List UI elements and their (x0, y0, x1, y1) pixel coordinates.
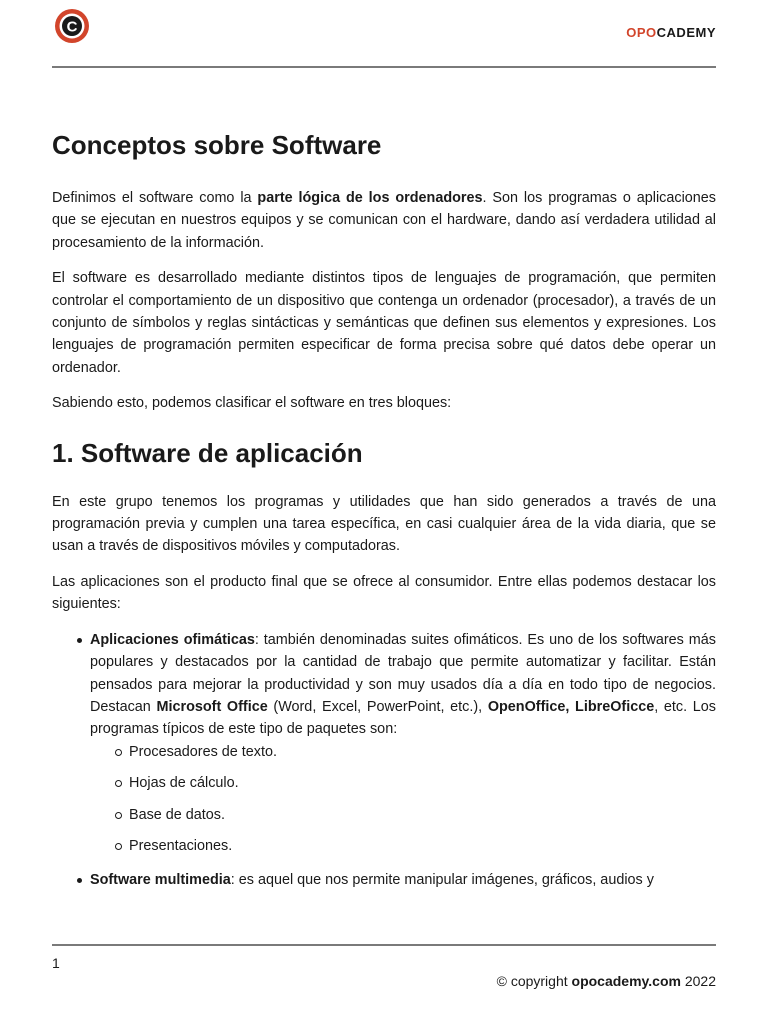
section-paragraph-2: Las aplicaciones son el producto final que se ofrece al consumidor. Entre ellas podemos destacar los siguientes: (52, 573, 716, 613)
list-item: Aplicaciones ofimáticas: también denominadas suites ofimáticos. Es uno de los softwares más populares y destacados por la cantidad de trabajo que permite automatizar y facilitar. Están pensados para mejorar la productividad y son muy usados día a día en todo tipo de negocios. Destacan Microsoft Office (Word, Excel, PowerPoint, etc.), OpenOffice, LibreOficce, etc. Los programas típicos de este tipo de paquetes son: Procesadores de texto. Hojas de cálculo. Base de datos. Presentaciones. (52, 629, 716, 858)
sub-list-item: Presentaciones. (90, 835, 716, 857)
application-types-list (52, 629, 716, 892)
bullet-term: Software multimedia (90, 872, 231, 889)
opocademy-logo-icon (54, 8, 90, 44)
page-number: 1 (52, 955, 60, 971)
section-paragraph-1: En este grupo tenemos los programas y utilidades que han sido generados a través de una programación previa y cumplen una tarea específica, en casi cualquier área de la vida diaria, que se usan a través de dispositivos móviles y computadoras. (52, 493, 716, 555)
circle-bullet-icon (115, 780, 122, 787)
copyright-footer: © copyright opocademy.com 2022 (496, 973, 716, 989)
footer-site[interactable]: opocademy.com (571, 973, 681, 989)
bold-term: parte lógica de los ordenadores (257, 190, 483, 206)
languages-paragraph: El software es desarrollado mediante distintos tipos de lenguajes de programación, que permiten controlar el comportamiento de un dispositivo que contenga un ordenador (procesador), a través de un conjunto de símbolos y reglas sintácticas y semánticas que definen sus elementos y expresiones. Los lenguajes de programación permiten especificar de forma precisa sobre qué datos debe operar un ordenador. (52, 270, 716, 376)
header-divider (52, 66, 716, 68)
circle-bullet-icon (115, 843, 122, 850)
logo-letter: C (66, 18, 78, 36)
bullet-icon (77, 638, 82, 643)
bullet-term: Aplicaciones ofimáticas (90, 631, 255, 648)
section-heading: 1. Software de aplicación (52, 437, 363, 468)
sub-list-item: Base de datos. (90, 804, 716, 826)
bullet-icon (77, 878, 82, 883)
list-item: Software multimedia: es aquel que nos permite manipular imágenes, gráficos, audios y (52, 869, 716, 891)
sub-list-item: Hojas de cálculo. (90, 772, 716, 794)
classification-paragraph: Sabiendo esto, podemos clasificar el software en tres bloques: (52, 395, 452, 412)
circle-bullet-icon (115, 812, 122, 819)
brand-name (626, 25, 716, 40)
brand-accent: OPO (626, 25, 657, 40)
intro-paragraph: Definimos el software como la parte lógica de los ordenadores. Son los programas o aplicaciones que se ejecutan en nuestros equipos y se comunican con el hardware, dando así verdadera utilidad al procesamiento de la información. (52, 190, 716, 251)
circle-bullet-icon (115, 749, 122, 756)
page-title: Conceptos sobre Software (52, 130, 382, 160)
footer-divider (52, 944, 716, 946)
page-content (52, 110, 716, 892)
office-programs-list (90, 741, 716, 858)
brand-rest: CADEMY (656, 25, 716, 40)
sub-list-item: Procesadores de texto. (90, 741, 716, 763)
